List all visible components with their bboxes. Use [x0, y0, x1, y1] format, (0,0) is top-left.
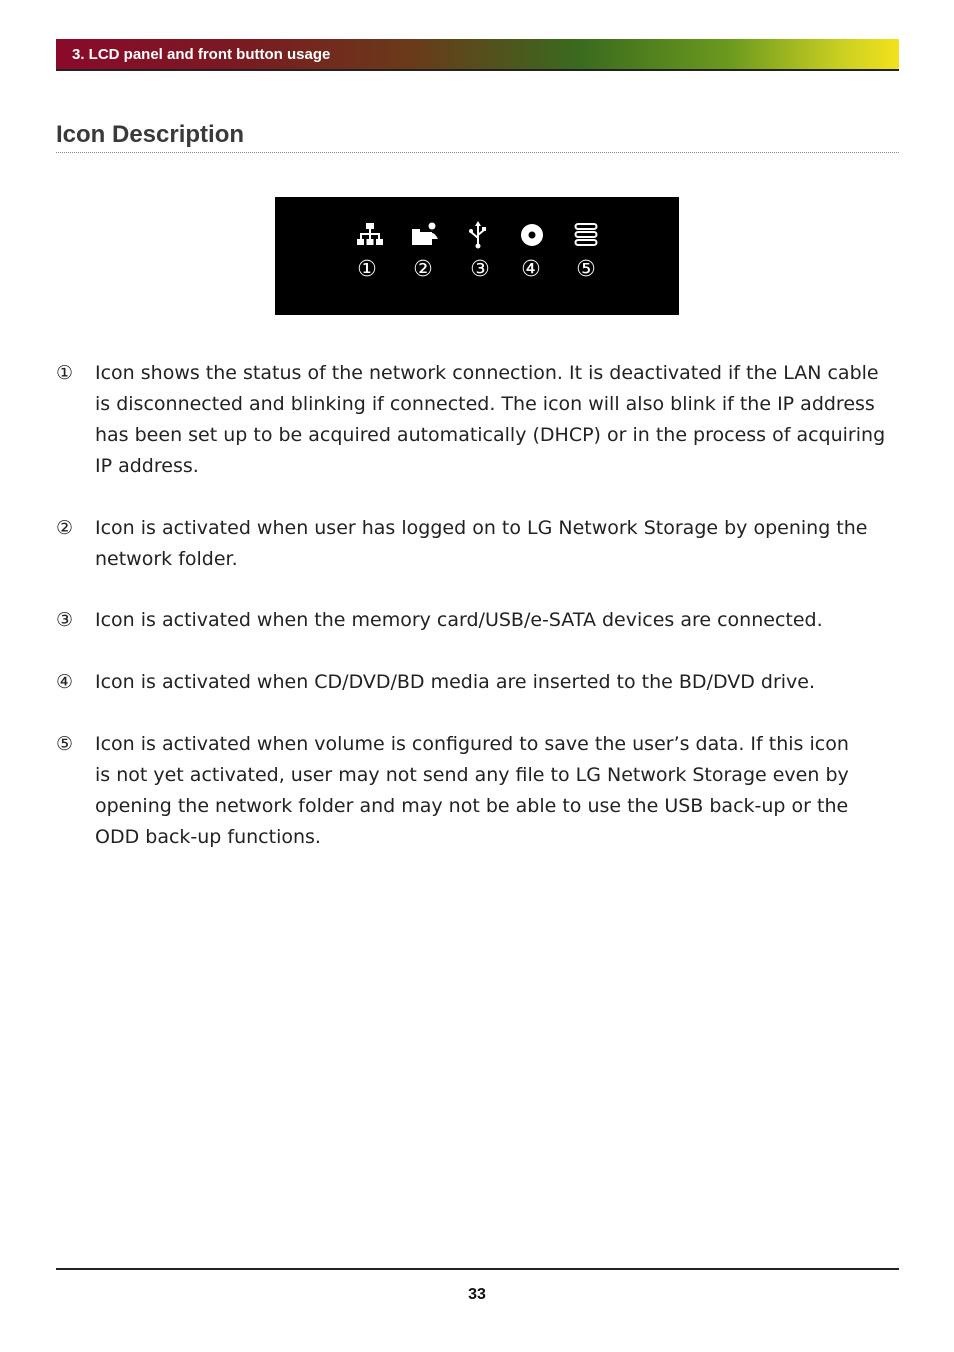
- page-number: 33: [468, 1286, 486, 1303]
- item-text: [95, 667, 895, 698]
- disc-icon: [520, 221, 544, 247]
- item-line: opening the network folder and may not be able to use the USB back-up or the: [95, 795, 849, 817]
- lcd-number-3: ③: [470, 257, 490, 282]
- item-line: Icon is activated when CD/DVD/BD media are inserted to the BD/DVD drive.: [95, 671, 816, 693]
- item-text: [95, 513, 895, 575]
- item-line: IP address.: [95, 455, 199, 477]
- item-line: has been set up to be acquired automatically (DHCP) or in the process of acquiring: [95, 424, 886, 446]
- lcd-number-1: ①: [357, 257, 377, 282]
- item-line: is disconnected and blinking if connected. The icon will also blink if the IP address: [95, 393, 875, 415]
- title-divider: [56, 152, 899, 153]
- network-icon: [357, 221, 383, 247]
- chapter-header-bar: [56, 39, 899, 71]
- chapter-title: 3. LCD panel and front button usage: [72, 46, 331, 63]
- lcd-number-5: ⑤: [576, 257, 596, 282]
- item-marker: ①: [56, 362, 74, 384]
- item-marker: ⑤: [56, 733, 74, 755]
- section-title: Icon Description: [56, 121, 245, 148]
- item-text: [95, 605, 895, 636]
- item-line: is not yet activated, user may not send any file to LG Network Storage even by: [95, 764, 849, 786]
- item-marker: ②: [56, 517, 74, 539]
- item-marker: ④: [56, 671, 74, 693]
- footer-divider: [56, 1268, 899, 1270]
- item-text: [95, 358, 895, 482]
- item-text: [95, 729, 895, 853]
- item-line: network folder.: [95, 548, 238, 570]
- item-line: Icon shows the status of the network connection. It is deactivated if the LAN cable: [95, 362, 879, 384]
- item-line: Icon is activated when user has logged on to LG Network Storage by opening the: [95, 517, 868, 539]
- item-line: ODD back-up functions.: [95, 826, 321, 848]
- lcd-number-4: ④: [521, 257, 541, 282]
- volume-stack-icon: [574, 221, 598, 247]
- user-folder-icon: [411, 221, 439, 247]
- lcd-panel-illustration: [275, 197, 679, 315]
- item-marker: ③: [56, 609, 74, 631]
- usb-icon: [468, 221, 488, 249]
- lcd-number-2: ②: [413, 257, 433, 282]
- item-line: Icon is activated when the memory card/USB/e-SATA devices are connected.: [95, 609, 823, 631]
- item-line: Icon is activated when volume is configured to save the user’s data. If this icon: [95, 733, 849, 755]
